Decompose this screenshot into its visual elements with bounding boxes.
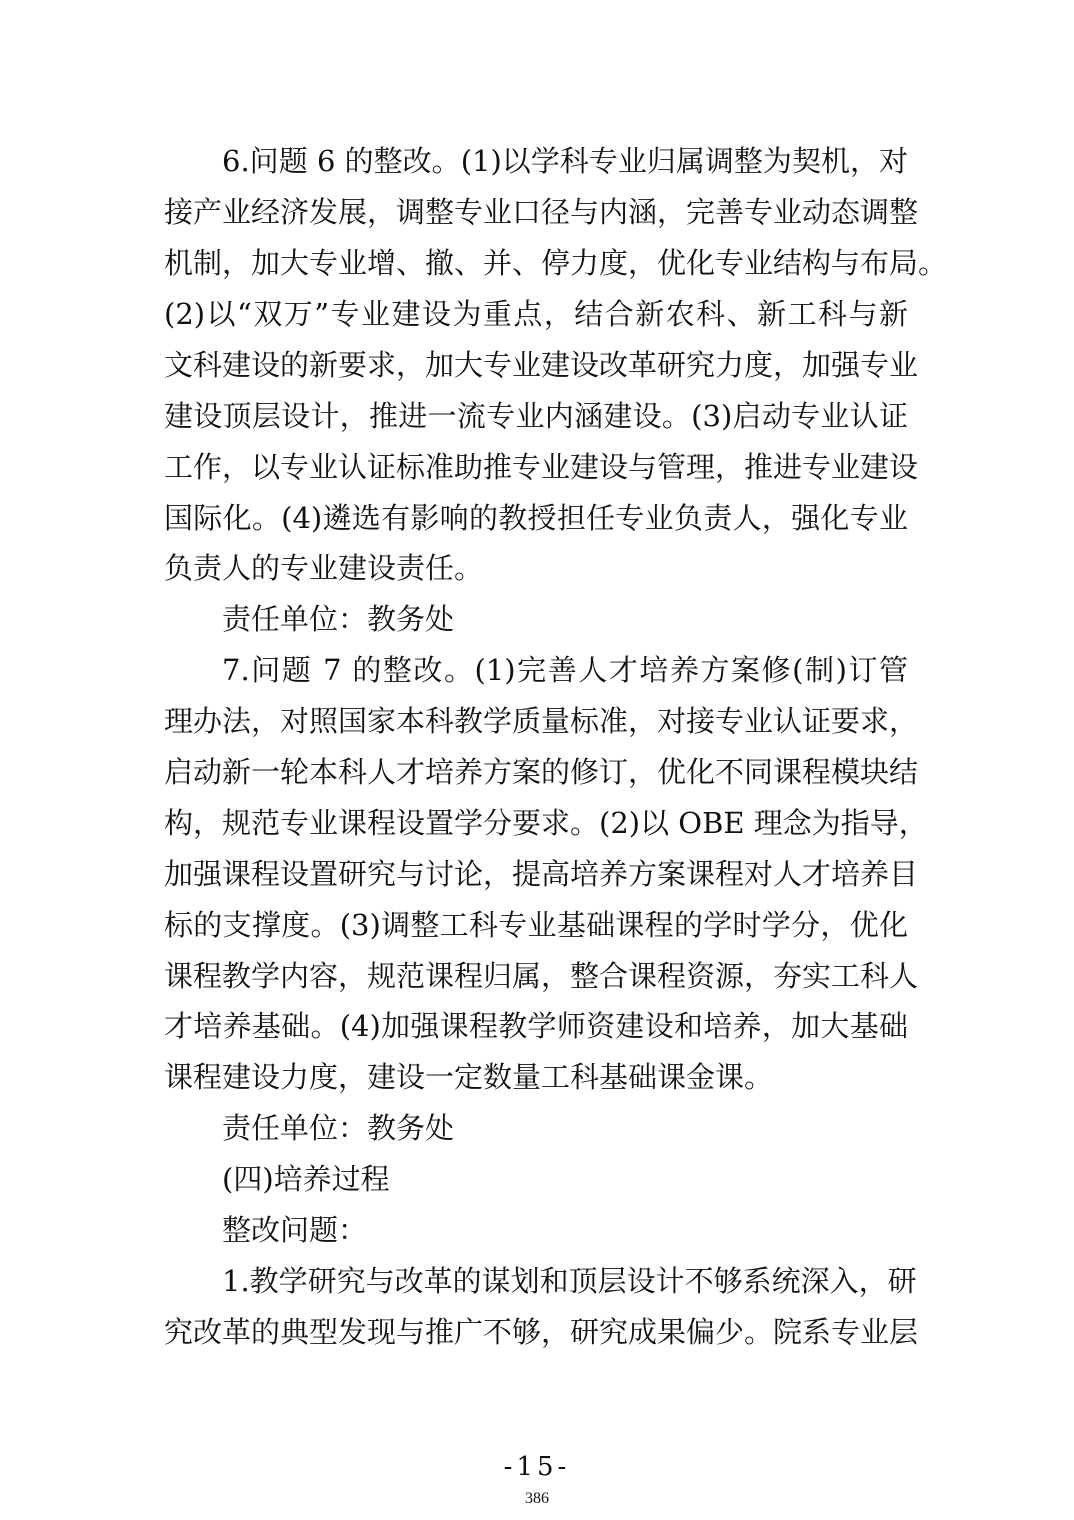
text-line-12: 理办法，对照国家本科教学质量标准，对接专业认证要求， xyxy=(164,704,919,738)
text-line-15: 加强课程设置研究与讨论，提高培养方案课程对人才培养目 xyxy=(164,857,919,891)
text-line-7: 工作，以专业认证标准助推专业建设与管理，推进专业建设 xyxy=(164,450,919,484)
text-line-24: 究改革的典型发现与推广不够，研究成果偏少。院系专业层 xyxy=(164,1315,919,1349)
text-line-11: 7.问题 7 的整改。(1)完善人才培养方案修(制)订管 xyxy=(222,653,908,687)
text-line-6: 建设顶层设计，推进一流专业内涵建设。(3)启动专业认证 xyxy=(164,399,908,433)
page-number: -15- xyxy=(503,1452,571,1482)
text-line-13: 启动新一轮本科人才培养方案的修订，优化不同课程模块结 xyxy=(164,755,919,789)
text-line-23: 1.教学研究与改革的谋划和顶层设计不够系统深入，研 xyxy=(222,1264,917,1298)
responsible-unit-2: 责任单位：教务处 xyxy=(222,1111,455,1145)
text-line-17: 课程教学内容，规范课程归属，整合课程资源，夯实工科人 xyxy=(164,959,919,993)
text-line-4: (2)以“双万”专业建设为重点，结合新农科、新工科与新 xyxy=(164,297,908,331)
text-line-18: 才培养基础。(4)加强课程教学师资建设和培养，加大基础 xyxy=(164,1009,908,1043)
subsection-heading: 整改问题： xyxy=(222,1213,368,1247)
text-line-14: 构，规范专业课程设置学分要求。(2)以 OBE 理念为指导， xyxy=(164,806,928,840)
text-line-19: 课程建设力度，建设一定数量工科基础课金课。 xyxy=(164,1060,774,1094)
text-line-3: 机制，加大专业增、撤、并、停力度，优化专业结构与布局。 xyxy=(164,246,948,280)
responsible-unit-1: 责任单位：教务处 xyxy=(222,602,455,636)
document-number: 386 xyxy=(525,1490,549,1507)
text-line-2: 接产业经济发展，调整专业口径与内涵，完善专业动态调整 xyxy=(164,195,919,229)
text-line-16: 标的支撑度。(3)调整工科专业基础课程的学时学分，优化 xyxy=(164,908,908,942)
text-line-1: 6.问题 6 的整改。(1)以学科专业归属调整为契机，对 xyxy=(222,144,908,178)
text-line-5: 文科建设的新要求，加大专业建设改革研究力度，加强专业 xyxy=(164,348,919,382)
text-line-8: 国际化。(4)遴选有影响的教授担任专业负责人，强化专业 xyxy=(164,501,908,535)
section-heading: (四)培养过程 xyxy=(222,1162,390,1196)
text-line-9: 负责人的专业建设责任。 xyxy=(164,551,484,585)
